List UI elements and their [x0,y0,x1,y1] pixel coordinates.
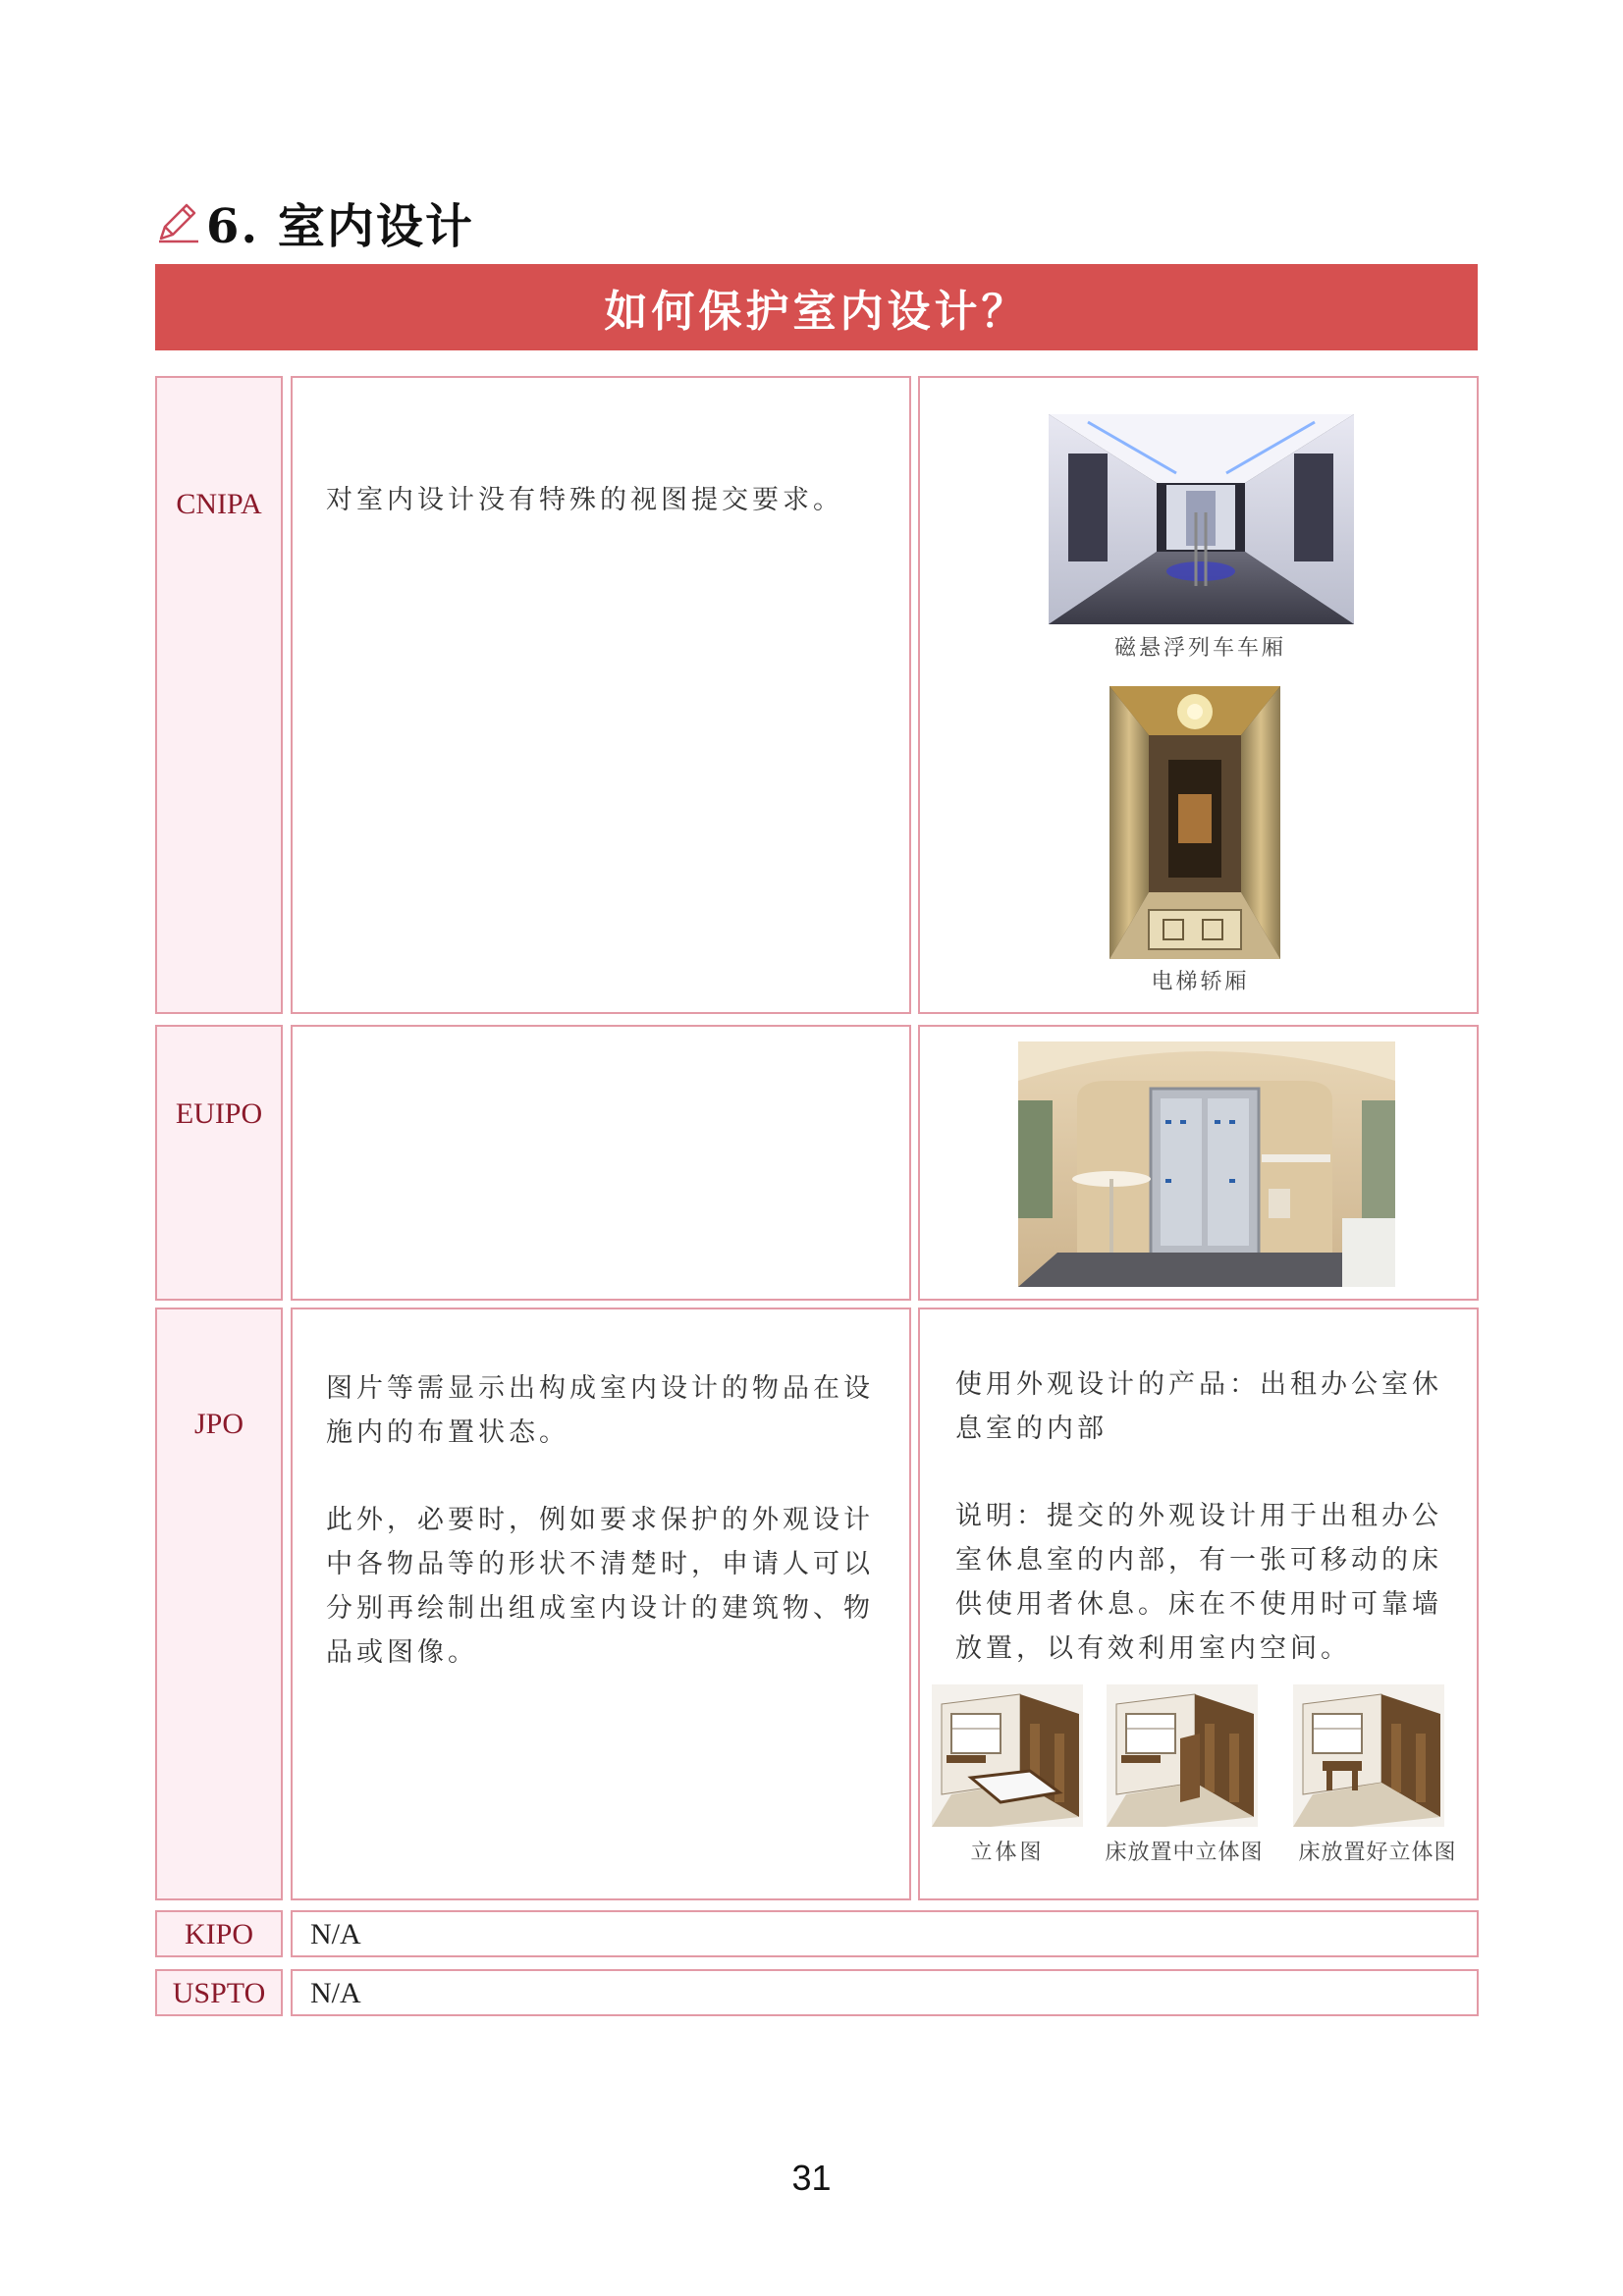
office-name: CNIPA [176,488,262,520]
office-label-cnipa [155,376,283,1014]
office-name: EUIPO [175,1097,263,1130]
pencil-icon [155,199,200,244]
example-cell-jpo [918,1308,1479,1900]
office-label-uspto [155,1969,283,2016]
office-name: USPTO [172,1977,266,2009]
example-product-text: 使用外观设计的产品：出租办公室休息室的内部 [955,1369,1442,1444]
section-heading [155,192,474,254]
requirement-paragraph-2: 此外，必要时，例如要求保护的外观设计中各物品等的形状不清楚时，申请人可以分别再绘制出组成室内设计的建筑物、物品或图像。 [326,1505,874,1668]
office-name: KIPO [184,1918,253,1950]
elevator-car-image [1109,686,1280,959]
banner-title: 如何保护室内设计？ [604,287,1029,337]
maglev-car-interior-image [1049,414,1354,624]
requirement-paragraph-1: 图片等需显示出构成室内设计的物品在设施内的布置状态。 [326,1373,874,1448]
example-cell-euipo [918,1025,1479,1301]
caption-bed-stowing: 床放置中立体图 [1105,1841,1264,1865]
requirement-cell-euipo [291,1025,911,1301]
bed-stowed-view-image [1293,1684,1444,1827]
caption-bed-stowed: 床放置好立体图 [1298,1841,1457,1865]
requirement-text: 对室内设计没有特殊的视图提交要求。 [326,485,843,515]
office-label-kipo [155,1910,283,1957]
office-label-euipo [155,1025,283,1301]
question-banner [155,264,1478,350]
office-name: JPO [193,1408,244,1440]
na-value: N/A [310,1918,361,1950]
train-interior-image [1018,1041,1395,1287]
page-number: 31 [791,2158,832,2198]
caption-perspective: 立体图 [970,1841,1045,1865]
caption-maglev: 磁悬浮列车车厢 [1113,636,1286,661]
caption-elevator: 电梯轿厢 [1151,970,1250,994]
example-cell-cnipa [918,376,1479,1014]
example-description-text: 说明：提交的外观设计用于出租办公室休息室的内部，有一张可移动的床供使用者休息。床在不使用时可靠墙放置，以有效利用室内空间。 [955,1501,1442,1664]
perspective-view-image [932,1684,1083,1827]
requirement-cell-jpo [291,1308,911,1900]
office-label-jpo [155,1308,283,1900]
section-title: 6. 室内设计 [206,198,474,254]
bed-being-stowed-view-image [1107,1684,1258,1827]
value-cell-kipo [291,1910,1479,1957]
requirement-cell-cnipa [291,376,911,1014]
na-value: N/A [310,1977,361,2009]
value-cell-uspto [291,1969,1479,2016]
